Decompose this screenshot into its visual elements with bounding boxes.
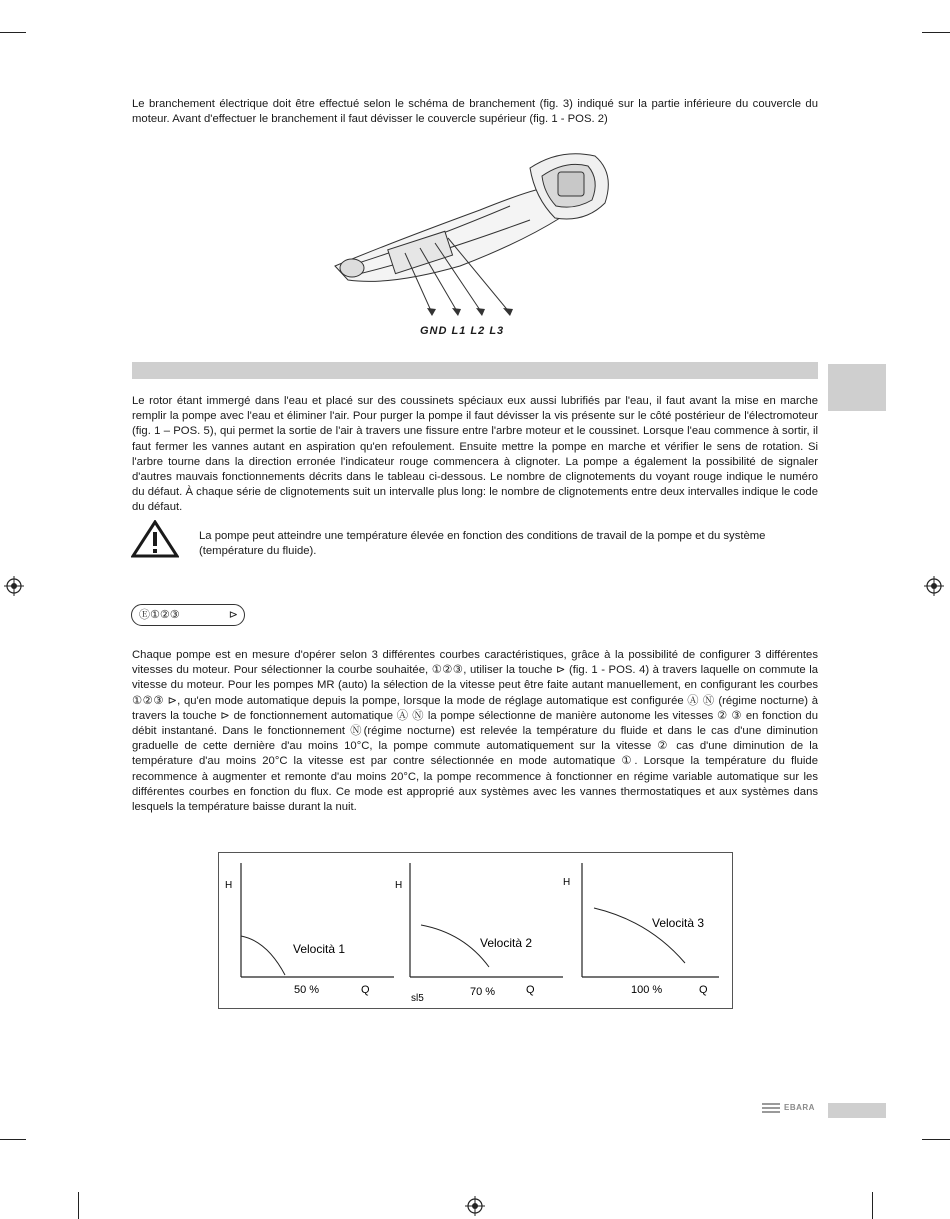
terminal-l3: L3 [489, 325, 505, 337]
speed-chart-3-percent: 100 % [631, 984, 663, 996]
startup-paragraph: Le rotor étant immergé dans l'eau et placé sur des coussinets spéciaux eux aussi lubrifiés par l'eau, il faut avant la mise en marche remplir la pompe avec l'eau et éliminer l'air. Pour purger la pompe il faut dévisser la vis présente sur le côté postérieur de l'électromoteur (fig. 1 – POS. 5), qui permet la sortie de l'air à travers une fissure entre l'arbre moteur et le coussinet. Lorsque l'eau commence à sortir, il faut fermer les vannes autant en aspiration qu'en refoulement. Ensuite mettre la pompe en marche et vérifier le sens de rotation. Si l'arbre tourne dans la direction erronée l'indicateur rouge commencera à clignoter. La pompe a également la possibilité de signaler d'autres mauvais fonctionnements décrits dans le tableau ci-dessous. Le nombre de clignotements du voyant rouge indique le numéro du défaut. À chaque série de clignotements suit un intervalle plus long: le nombre de clignotements entre deux intervalles indique le code du défaut. [132, 395, 818, 514]
registration-mark-icon [924, 576, 944, 596]
warning-text: La pompe peut atteindre une température élevée en fonction des conditions de travail de la pompe et du système (température du fluide). [199, 530, 766, 558]
speed-chart-2-percent: 70 % [470, 986, 496, 998]
crop-mark [0, 32, 26, 33]
crop-mark [0, 1139, 26, 1140]
intro-paragraph: Le branchement électrique doit être effectué selon le schéma de branchement (fig. 3) indiqué sur la partie inférieure du couvercle du moteur. Avant d'effectuer le branchement il faut dévisser le couvercle supérieur (fig. 1 - POS. 2) [132, 98, 818, 126]
terminal-l1: L1 [451, 325, 467, 337]
warning-icon [131, 520, 179, 558]
crop-mark [872, 1192, 873, 1219]
chart-footnote: sl5 [411, 993, 424, 1004]
speed-chart-2-y-label: H [395, 880, 403, 891]
speed-curves-figure [218, 852, 733, 1009]
speed-selector-button-icon: ⊳ [228, 609, 238, 621]
speed-chart-1-x-label: Q [361, 984, 370, 996]
speed-chart-1-y-label: H [225, 880, 233, 891]
speed-chart-2-curve-label: Velocità 2 [480, 936, 533, 950]
crop-mark [922, 32, 950, 33]
speed-chart-3 [563, 863, 719, 996]
brand-logo [762, 1102, 780, 1114]
registration-mark-icon [465, 1196, 485, 1216]
speed-chart-2 [395, 863, 563, 998]
speed-chart-3-x-label: Q [699, 984, 708, 996]
speed-paragraph: Chaque pompe est en mesure d'opérer selon 3 différentes courbes caractéristiques, grâce à la possibilité de configurer 3 différentes vitesses du moteur. Pour sélectionner la courbe souhaitée, ①②③, utiliser la touche ⊳ (fig. 1 - POS. 4) à travers laquelle on commute la vitesse du moteur. Pour les pompes MR (auto) la sélection de la vitesse peut être faite autant manuellement, en configurant les courbes ①②③ ⊳, qu'en mode automatique depuis la pompe, lorsque la mode de réglage automatique est configurée Ⓐ Ⓝ (régime nocturne) à travers la touche ⊳ de fonctionnement automatique Ⓐ Ⓝ la pompe sélectionne de manière autonome les vitesses ② ③ en fonction du débit instantané. Dans le fonctionnement Ⓝ(régime nocturne) est relevée la température du fluide et dans le cas d'une diminution graduelle de cette dernière d'au moins 10°C, la pompe commute automatiquement sur la vitesse ② cas d'une diminution de la température d'au moins 20°C la vitesse est par contre sélectionnée en mode automatique ①. Lorsque la température du fluide recommence à augmenter et remonte d'au moins 20°C, la pompe recommence à fonctionner en régime variable automatique sur les différentes courbes en fonction du flux. Ce mode est approprié aux systèmes avec les vannes thermostatiques et aux systèmes dans lesquels la température baisse durant la nuit. [132, 649, 818, 814]
speed-selector-modes: Ⓔ①②③ [139, 609, 180, 621]
speed-chart-1-percent: 50 % [294, 984, 320, 996]
pump-terminal-figure [330, 148, 620, 328]
registration-mark-icon [4, 576, 24, 596]
side-tab [828, 364, 886, 411]
speed-curves-svg [219, 853, 732, 1008]
brand-name: EBARA [784, 1103, 815, 1112]
terminal-l2: L2 [470, 325, 486, 337]
speed-chart-2-x-label: Q [526, 984, 535, 996]
speed-selector [131, 604, 245, 626]
terminal-gnd: GND [420, 325, 448, 337]
page-number-bar [828, 1103, 886, 1118]
speed-chart-3-y-label: H [563, 877, 571, 888]
terminal-labels [420, 325, 504, 337]
section-header-bar [132, 362, 818, 379]
crop-mark [78, 1192, 79, 1219]
speed-chart-1-curve-label: Velocità 1 [293, 942, 346, 956]
speed-chart-1 [225, 863, 394, 996]
crop-mark [922, 1139, 950, 1140]
speed-chart-3-curve-label: Velocità 3 [652, 916, 705, 930]
